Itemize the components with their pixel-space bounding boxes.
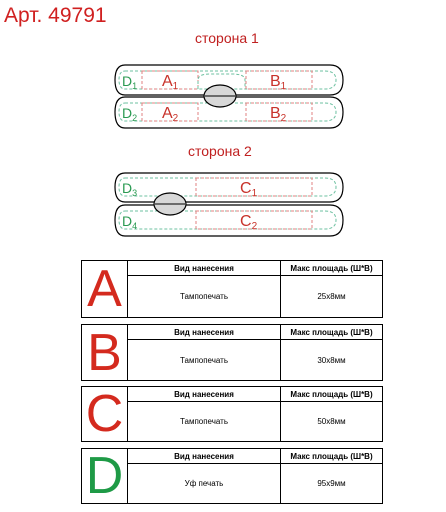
product-outline-side2-top bbox=[115, 173, 343, 202]
table-a-method: Тампопечать bbox=[128, 276, 281, 317]
table-d bbox=[81, 448, 383, 504]
table-c-method-header: Вид нанесения bbox=[128, 387, 281, 402]
product-diagram bbox=[0, 0, 446, 250]
table-a-area-header: Макс площадь (Ш*В) bbox=[281, 261, 382, 276]
zone-label-b2: B2 bbox=[270, 105, 287, 124]
table-b-letter: B bbox=[82, 325, 128, 380]
side-2-title: сторона 2 bbox=[188, 143, 252, 159]
zone-label-c1: C1 bbox=[240, 180, 258, 199]
table-d-letter: D bbox=[82, 449, 128, 503]
zone-label-d4: $D_4$ bbox=[122, 213, 138, 231]
table-d-method: Уф печать bbox=[128, 464, 281, 503]
table-d-method-header: Вид нанесения bbox=[128, 449, 281, 464]
table-d-area: 95x9мм bbox=[317, 479, 346, 488]
table-c bbox=[81, 386, 383, 442]
zone-label-c2: C2 bbox=[240, 213, 258, 232]
zone-label-d3: $D_3$ bbox=[122, 180, 138, 198]
table-c-letter: C bbox=[82, 387, 128, 441]
table-a-area: 25x8мм bbox=[317, 292, 346, 301]
table-b-method-header: Вид нанесения bbox=[128, 325, 281, 340]
zone-label-a1: A1 bbox=[162, 73, 179, 92]
table-a-method-header: Вид нанесения bbox=[128, 261, 281, 276]
table-b-area-header: Макс площадь (Ш*В) bbox=[281, 325, 382, 340]
table-b-area: 30x8мм bbox=[317, 355, 346, 365]
zone-label-d2: $D_2$ bbox=[122, 105, 138, 123]
zone-label-d1: $D_1$ bbox=[122, 73, 138, 91]
table-b bbox=[81, 324, 383, 381]
zone-label-b1: B1 bbox=[270, 73, 287, 92]
table-c-area: 50x8мм bbox=[317, 417, 346, 426]
product-outline-side2-bottom bbox=[115, 205, 343, 236]
table-c-area-header: Макс площадь (Ш*В) bbox=[281, 387, 382, 402]
table-b-method: Тампопечать bbox=[128, 340, 281, 380]
side-1-title: сторона 1 bbox=[195, 30, 259, 46]
table-d-area-header: Макс площадь (Ш*В) bbox=[281, 449, 382, 464]
zone-label-a2: A2 bbox=[162, 105, 179, 124]
zone-outline-green-side2-top bbox=[119, 178, 336, 196]
article-number: Арт. 49791 bbox=[4, 4, 107, 27]
zone-outline-green-side2-bottom bbox=[119, 211, 336, 229]
table-a-letter: A bbox=[82, 261, 128, 317]
table-a bbox=[81, 260, 383, 318]
table-c-method: Тампопечать bbox=[128, 402, 281, 441]
